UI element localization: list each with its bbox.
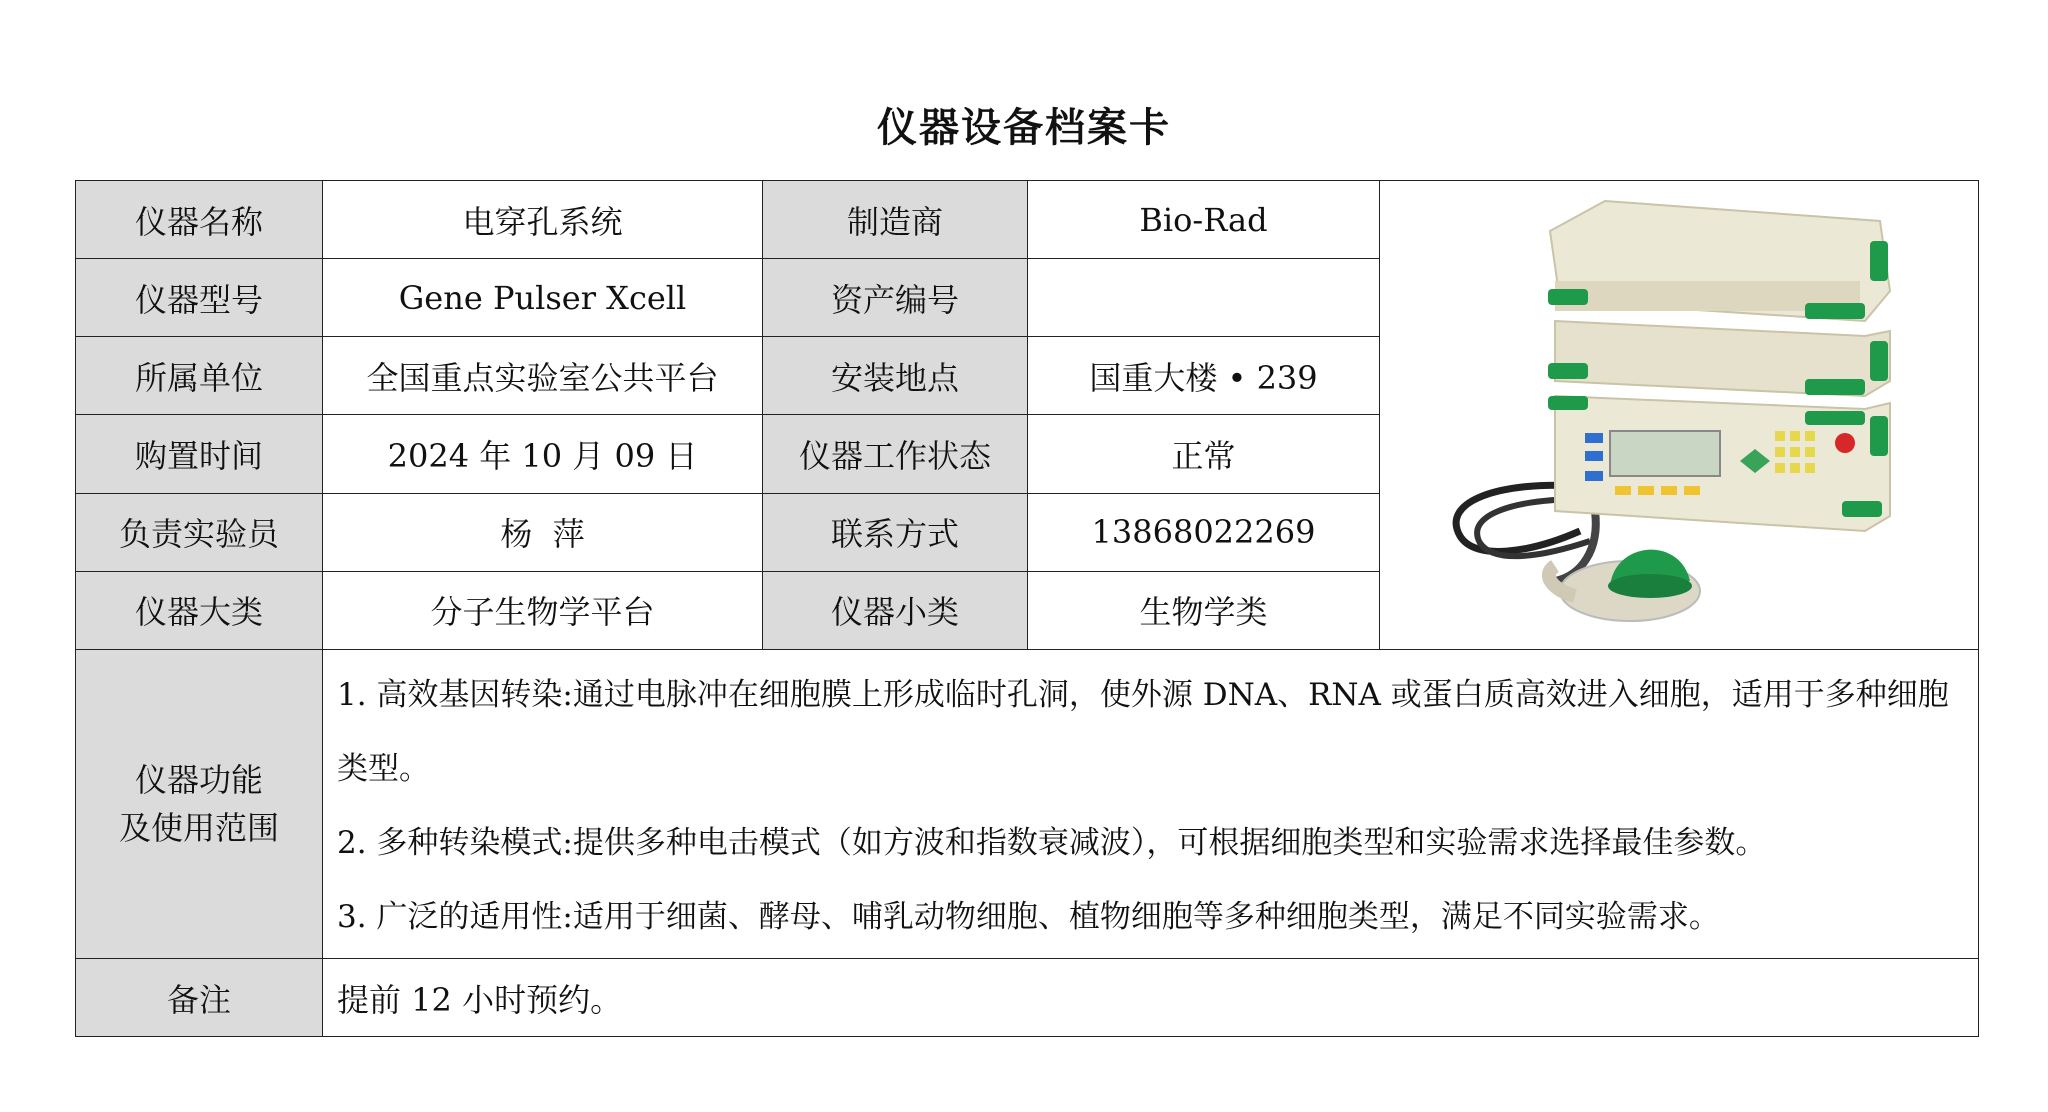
value-remarks: 提前 12 小时预约。 <box>323 959 1979 1037</box>
value-asset-number <box>1028 259 1380 337</box>
label-function <box>76 650 323 959</box>
label-asset-number: 资产编号 <box>763 259 1028 337</box>
label-model: 仪器型号 <box>76 259 323 337</box>
value-location: 国重大楼 • 239 <box>1028 337 1380 415</box>
value-contact: 13868022269 <box>1028 493 1380 571</box>
label-manufacturer: 制造商 <box>763 181 1028 259</box>
value-function <box>323 650 1979 959</box>
value-instrument-name: 电穿孔系统 <box>323 181 763 259</box>
equipment-card-table <box>75 180 1979 1037</box>
row-instrument-name <box>76 181 1979 259</box>
value-person: 杨 萍 <box>323 493 763 571</box>
label-unit: 所属单位 <box>76 337 323 415</box>
instrument-photo <box>1380 181 1979 650</box>
label-purchase-date: 购置时间 <box>76 415 323 493</box>
function-item-3: 3. 广泛的适用性:适用于细菌、酵母、哺乳动物细胞、植物细胞等多种细胞类型，满足不同实验需求。 <box>337 899 1720 935</box>
electroporator-image <box>1380 181 1978 649</box>
row-function <box>76 650 1979 959</box>
card-title: 仪器设备档案卡 <box>877 105 1171 151</box>
label-person: 负责实验员 <box>76 493 323 571</box>
value-subcategory: 生物学类 <box>1028 571 1380 649</box>
label-status: 仪器工作状态 <box>763 415 1028 493</box>
label-category: 仪器大类 <box>76 571 323 649</box>
label-subcategory: 仪器小类 <box>763 571 1028 649</box>
value-status: 正常 <box>1028 415 1380 493</box>
label-instrument-name: 仪器名称 <box>76 181 323 259</box>
function-item-1: 1. 高效基因转染:通过电脉冲在细胞膜上形成临时孔洞，使外源 DNA、RNA 或蛋白质高效进入细胞，适用于多种细胞类型。 <box>337 677 1949 787</box>
value-unit: 全国重点实验室公共平台 <box>323 337 763 415</box>
label-location: 安装地点 <box>763 337 1028 415</box>
value-model: Gene Pulser Xcell <box>323 259 763 337</box>
function-item-2: 2. 多种转染模式:提供多种电击模式（如方波和指数衰减波），可根据细胞类型和实验需求选择最佳参数。 <box>337 825 1767 861</box>
label-contact: 联系方式 <box>763 493 1028 571</box>
value-category: 分子生物学平台 <box>323 571 763 649</box>
value-manufacturer: Bio-Rad <box>1028 181 1380 259</box>
label-function-line2: 及使用范围 <box>118 809 279 847</box>
label-remarks: 备注 <box>76 959 323 1037</box>
label-function-line1: 仪器功能 <box>134 761 263 799</box>
value-purchase-date: 2024 年 10 月 09 日 <box>323 415 763 493</box>
row-remarks <box>76 959 1979 1037</box>
